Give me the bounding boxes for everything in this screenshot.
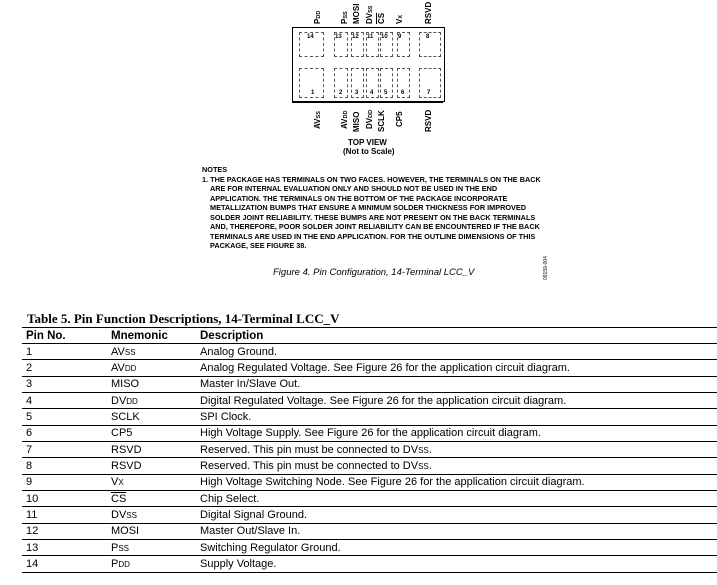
table-row xyxy=(22,360,717,376)
top-pad xyxy=(419,32,441,57)
pin-label xyxy=(424,110,433,132)
pin-label xyxy=(395,111,404,127)
description-cell xyxy=(196,393,717,409)
pin-label-main: SCLK xyxy=(377,110,386,133)
pin-label-main: $\overline{CS}$ xyxy=(377,12,386,24)
pin-number-cell: 8 xyxy=(22,458,107,474)
pin-label xyxy=(340,11,349,24)
pin-number-cell: 6 xyxy=(22,425,107,441)
scale-label: (Not to Scale) xyxy=(343,147,395,156)
description-text: Digital Signal Ground. xyxy=(200,509,308,522)
pin-label-main: AV xyxy=(340,118,349,130)
pin-label-main: DV xyxy=(365,118,374,130)
mnemonic-cell xyxy=(107,442,196,458)
table-row xyxy=(22,409,717,425)
package-base-line xyxy=(292,100,443,103)
description-text: SPI Clock. xyxy=(200,411,252,424)
mnemonic-main: P xyxy=(111,558,119,571)
bottom-pin-number: 4 xyxy=(370,90,374,96)
mnemonic-main: AV xyxy=(111,362,125,375)
pin-number-cell: 3 xyxy=(22,376,107,392)
mnemonic-main: $\overline{CS}$ xyxy=(111,492,127,505)
pin-number-cell: 5 xyxy=(22,409,107,425)
pin-number-cell: 2 xyxy=(22,360,107,376)
pin-label xyxy=(377,111,386,133)
mnemonic-main: RSVD xyxy=(111,443,142,456)
top-view-label: TOP VIEW xyxy=(348,138,387,147)
pin-number-cell: 10 xyxy=(22,491,107,507)
mnemonic-cell xyxy=(107,458,196,474)
table-row xyxy=(22,507,717,523)
notes-heading: NOTES xyxy=(202,165,228,174)
description-cell xyxy=(196,360,717,376)
bottom-pin-number: 2 xyxy=(339,90,343,96)
description-sub: SS xyxy=(418,445,429,455)
description-cell xyxy=(196,442,717,458)
figure-id: 09159-004 xyxy=(543,256,549,280)
table-row xyxy=(22,376,717,392)
table-row xyxy=(22,474,717,490)
description-cell xyxy=(196,523,717,539)
pin-label xyxy=(395,15,404,24)
pin-number-cell: 4 xyxy=(22,393,107,409)
description-cell xyxy=(196,491,717,507)
description-text: Reserved. This pin must be connected to DV xyxy=(200,460,419,473)
description-text: Switching Regulator Ground. xyxy=(200,541,341,554)
mnemonic-cell xyxy=(107,425,196,441)
top-pin-number: 11 xyxy=(367,34,374,40)
mnemonic-cell xyxy=(107,344,196,360)
pin-number-cell: 7 xyxy=(22,442,107,458)
description-end: . xyxy=(428,460,432,473)
description-sub: SS xyxy=(418,462,429,472)
description-cell xyxy=(196,376,717,392)
description-cell xyxy=(196,409,717,425)
pin-label xyxy=(340,111,349,129)
description-text: Digital Regulated Voltage. See Figure 26 for the application circuit diagram. xyxy=(200,394,567,407)
description-cell xyxy=(196,344,717,360)
description-text: High Voltage Switching Node. See Figure 26 for the application circuit diagram. xyxy=(200,476,585,489)
pin-number-cell: 11 xyxy=(22,507,107,523)
pin-label-sub: SS xyxy=(343,11,349,19)
description-text: Master Out/Slave In. xyxy=(200,525,301,538)
table-row xyxy=(22,556,717,572)
table-title: Table 5. Pin Function Descriptions, 14-Terminal LCC_V xyxy=(27,311,340,326)
header-description: Description xyxy=(196,328,717,344)
mnemonic-cell xyxy=(107,491,196,507)
description-text: Reserved. This pin must be connected to DV xyxy=(200,443,419,456)
top-pin-number: 13 xyxy=(335,34,342,40)
pin-label-main: RSVD xyxy=(424,1,433,24)
description-cell xyxy=(196,474,717,490)
table-row xyxy=(22,540,717,556)
table-row xyxy=(22,393,717,409)
top-pin-number: 14 xyxy=(307,34,314,40)
table-row xyxy=(22,344,717,360)
pin-label xyxy=(352,112,361,132)
pin-label xyxy=(365,110,374,129)
table-row xyxy=(22,491,717,507)
pin-label-sub: SS xyxy=(316,111,322,119)
pin-label-main: P xyxy=(340,18,349,24)
header-mnemonic: Mnemonic xyxy=(107,328,196,344)
description-cell xyxy=(196,425,717,441)
top-pin-number: 8 xyxy=(426,34,430,40)
pin-label-main: P xyxy=(313,18,322,24)
table-row xyxy=(22,523,717,539)
mnemonic-cell xyxy=(107,507,196,523)
pin-label-sub: DD xyxy=(316,10,322,19)
pin-label-sub: X xyxy=(398,14,404,19)
bottom-pin-number: 7 xyxy=(427,90,431,96)
pin-function-table xyxy=(22,327,717,573)
mnemonic-cell xyxy=(107,409,196,425)
description-text: Analog Regulated Voltage. See Figure 26 for the application circuit diagram. xyxy=(200,362,570,375)
mnemonic-sub: DD xyxy=(118,560,130,570)
mnemonic-cell xyxy=(107,360,196,376)
mnemonic-cell xyxy=(107,523,196,539)
mnemonic-main: MOSI xyxy=(111,525,140,538)
description-cell xyxy=(196,556,717,572)
pin-label xyxy=(377,13,386,24)
pin-number-cell: 14 xyxy=(22,556,107,572)
pin-label-main: DV xyxy=(365,12,374,24)
table-header-row xyxy=(22,328,717,344)
pin-label xyxy=(313,111,322,129)
pin-label-main: CP5 xyxy=(395,111,404,127)
pin-number-cell: 9 xyxy=(22,474,107,490)
mnemonic-main: MISO xyxy=(111,378,140,391)
mnemonic-main: DV xyxy=(111,509,127,522)
top-pin-number: 10 xyxy=(381,34,388,40)
bottom-pin-number: 6 xyxy=(401,90,405,96)
mnemonic-main: P xyxy=(111,541,119,554)
bottom-pin-number: 3 xyxy=(355,90,359,96)
mnemonic-main: RSVD xyxy=(111,460,142,473)
mnemonic-main: V xyxy=(111,476,119,489)
mnemonic-main: SCLK xyxy=(111,411,140,424)
description-text: High Voltage Supply. See Figure 26 for the application circuit diagram. xyxy=(200,427,541,440)
notes-block xyxy=(202,165,547,251)
pin-label xyxy=(352,4,361,24)
pin-label-sub: DD xyxy=(368,110,374,119)
mnemonic-cell xyxy=(107,556,196,572)
pin-number-cell: 13 xyxy=(22,540,107,556)
pin-label-sub: DD xyxy=(343,110,349,119)
table-row xyxy=(22,458,717,474)
mnemonic-main: DV xyxy=(111,394,127,407)
description-end: . xyxy=(428,443,432,456)
pin-label-sub: SS xyxy=(368,5,374,13)
mnemonic-sub: SS xyxy=(124,347,136,357)
description-text: Supply Voltage. xyxy=(200,558,277,571)
pin-label-main: AV xyxy=(313,118,322,130)
mnemonic-sub: SS xyxy=(126,511,137,521)
mnemonic-cell xyxy=(107,376,196,392)
table-row xyxy=(22,425,717,441)
header-pin-no: Pin No. xyxy=(22,328,107,344)
pin-number-cell: 1 xyxy=(22,344,107,360)
description-cell xyxy=(196,507,717,523)
mnemonic-cell xyxy=(107,474,196,490)
pin-label-main: V xyxy=(395,18,404,24)
pin-label xyxy=(313,11,322,24)
pin-label-main: MOSI xyxy=(352,3,361,24)
pin-label-main: MISO xyxy=(352,111,361,133)
mnemonic-cell xyxy=(107,540,196,556)
description-text: Chip Select. xyxy=(200,492,260,505)
mnemonic-main: AV xyxy=(111,345,125,358)
description-cell xyxy=(196,458,717,474)
pin-number-cell: 12 xyxy=(22,523,107,539)
table-row xyxy=(22,442,717,458)
description-text: Master In/Slave Out. xyxy=(200,378,301,391)
mnemonic-cell xyxy=(107,393,196,409)
figure-caption: Figure 4. Pin Configuration, 14-Terminal LCC_V xyxy=(273,267,475,278)
bottom-pin-number: 5 xyxy=(384,90,388,96)
mnemonic-sub: DD xyxy=(126,396,138,406)
notes-item: 1. THE PACKAGE HAS TERMINALS ON TWO FACES. HOWEVER, THE TERMINALS ON THE BACK ARE FOR INTERNAL EVALUATION ONLY AND SHOULD NOT BE USED IN THE END APPLICATION. THE TERMINALS ON THE BOTTOM OF THE PACKAGE INCORPORATE METALLIZATION BUMPS THAT ENSURE A MINIMUM SOLDER THICKNESS FOR IMPROVED SOLDER JOINT RELIABILITY. THESE BUMPS ARE NOT PRESENT ON THE BACK TERMINALS AND, THEREFORE, POOR SOLDER JOINT RELIABILITY CAN BE ENCOUNTERED IF THE BACK TERMINALS ARE USED IN THE END APPLICATION. FOR THE OUTLINE DIMENSIONS OF THIS PACKAGE, SEE FIGURE 38. xyxy=(202,174,541,250)
mnemonic-sub: SS xyxy=(118,543,130,553)
top-pin-number: 9 xyxy=(398,34,402,40)
description-text: Analog Ground. xyxy=(200,345,278,358)
top-pin-number: 12 xyxy=(352,34,359,40)
mnemonic-sub: DD xyxy=(124,364,137,374)
pin-label-main: RSVD xyxy=(424,110,433,133)
mnemonic-main: CP5 xyxy=(111,427,133,440)
pin-label xyxy=(365,6,374,24)
pin-label xyxy=(424,2,433,24)
bottom-pin-number: 1 xyxy=(311,90,315,96)
description-cell xyxy=(196,540,717,556)
mnemonic-sub: X xyxy=(118,478,124,488)
